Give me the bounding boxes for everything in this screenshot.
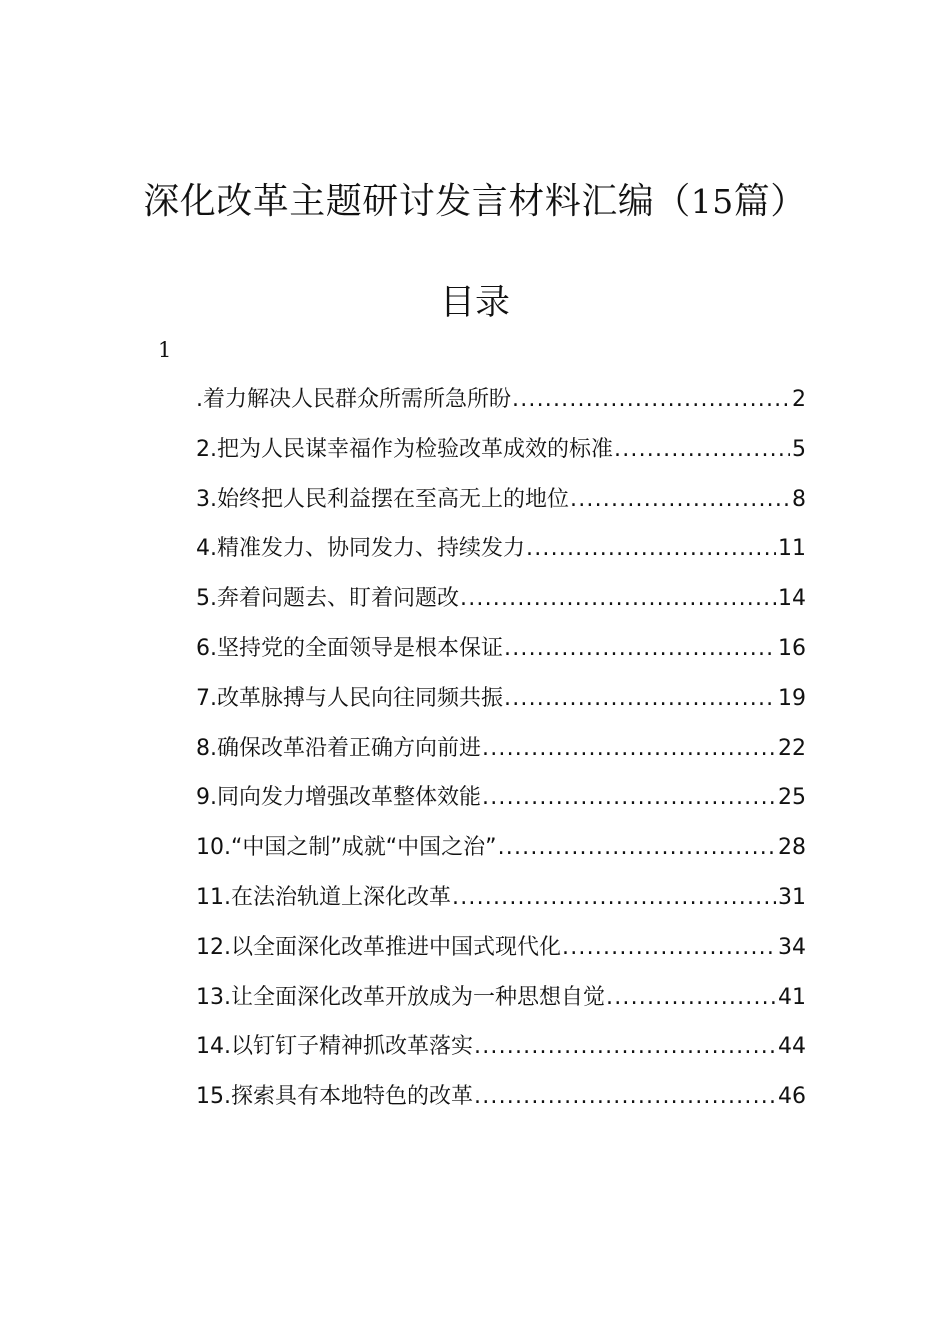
toc-entry-page: 2	[792, 387, 806, 412]
stray-number: 1	[158, 338, 172, 362]
toc-entry-title: 13.让全面深化改革开放成为一种思想自觉	[196, 984, 605, 1010]
toc-dot-leader	[474, 1027, 776, 1067]
toc-entry-page: 41	[778, 984, 806, 1010]
toc-dot-leader	[570, 480, 790, 520]
toc-entry[interactable]	[196, 679, 806, 729]
toc-dot-leader	[452, 878, 776, 918]
toc-entry-title: 10.“中国之制”成就“中国之治”	[196, 835, 497, 861]
toc-entry-title: 15.探索具有本地特色的改革	[196, 1084, 473, 1110]
toc-dot-leader	[460, 579, 776, 619]
toc-entry-title: 14.以钉钉子精神抓改革落实	[196, 1034, 473, 1060]
toc-entry[interactable]	[196, 629, 806, 679]
toc-entry[interactable]	[196, 1027, 806, 1077]
toc-entry-page: 25	[778, 785, 806, 811]
toc-entry[interactable]	[196, 928, 806, 978]
toc-entry-page: 34	[778, 934, 806, 960]
toc-dot-leader	[482, 729, 776, 769]
toc-entry-page: 5	[792, 436, 806, 462]
toc-dot-leader	[504, 629, 776, 669]
table-of-contents	[196, 380, 806, 1127]
toc-entry-title: 12.以全面深化改革推进中国式现代化	[196, 934, 561, 960]
toc-entry-page: 31	[778, 884, 806, 910]
toc-entry-title: 9.同向发力增强改革整体效能	[196, 785, 481, 811]
toc-entry-page: 8	[792, 486, 806, 512]
toc-entry-title: 3.始终把人民利益摆在至高无上的地位	[196, 486, 569, 512]
toc-entry-title: .着力解决人民群众所需所急所盼	[196, 387, 511, 412]
toc-entry[interactable]	[196, 579, 806, 629]
document-title-text: 深化改革主题研讨发言材料汇编（	[143, 181, 691, 222]
document-title-count: 15	[690, 182, 734, 221]
toc-entry[interactable]	[196, 729, 806, 779]
toc-entry-page: 28	[778, 835, 806, 861]
toc-entry[interactable]	[196, 878, 806, 928]
toc-dot-leader	[606, 978, 776, 1018]
toc-entry[interactable]	[196, 1077, 806, 1127]
toc-entry-page: 16	[778, 635, 806, 661]
toc-entry[interactable]	[196, 529, 806, 579]
toc-heading: 目录	[439, 283, 510, 323]
toc-dot-leader	[512, 380, 790, 420]
toc-entry-title: 8.确保改革沿着正确方向前进	[196, 735, 481, 761]
toc-entry[interactable]	[196, 480, 806, 530]
toc-entry-title: 6.坚持党的全面领导是根本保证	[196, 635, 503, 661]
toc-entry[interactable]	[196, 380, 806, 430]
toc-entry-title: 4.精准发力、协同发力、持续发力	[196, 536, 525, 562]
toc-entry-title: 2.把为人民谋幸福作为检验改革成效的标准	[196, 436, 613, 462]
toc-entry[interactable]	[196, 978, 806, 1028]
toc-entry-page: 46	[778, 1084, 806, 1110]
toc-dot-leader	[504, 679, 776, 719]
toc-dot-leader	[614, 430, 790, 470]
toc-entry-title: 7.改革脉搏与人民向往同频共振	[196, 685, 503, 711]
toc-entry-page: 11	[778, 536, 806, 562]
toc-entry-page: 22	[778, 735, 806, 761]
document-title-suffix: 篇）	[733, 181, 807, 222]
toc-entry-title: 11.在法治轨道上深化改革	[196, 884, 451, 910]
toc-dot-leader	[526, 529, 776, 569]
toc-entry[interactable]	[196, 778, 806, 828]
toc-dot-leader	[498, 828, 776, 868]
toc-entry-title: 5.奔着问题去、盯着问题改	[196, 586, 459, 612]
toc-entry[interactable]	[196, 828, 806, 878]
toc-entry[interactable]	[196, 430, 806, 480]
toc-entry-page: 19	[778, 685, 806, 711]
document-title	[0, 176, 950, 228]
toc-dot-leader	[474, 1077, 776, 1117]
toc-entry-page: 44	[778, 1034, 806, 1060]
toc-dot-leader	[562, 928, 776, 968]
toc-dot-leader	[482, 778, 776, 818]
toc-entry-page: 14	[778, 586, 806, 612]
